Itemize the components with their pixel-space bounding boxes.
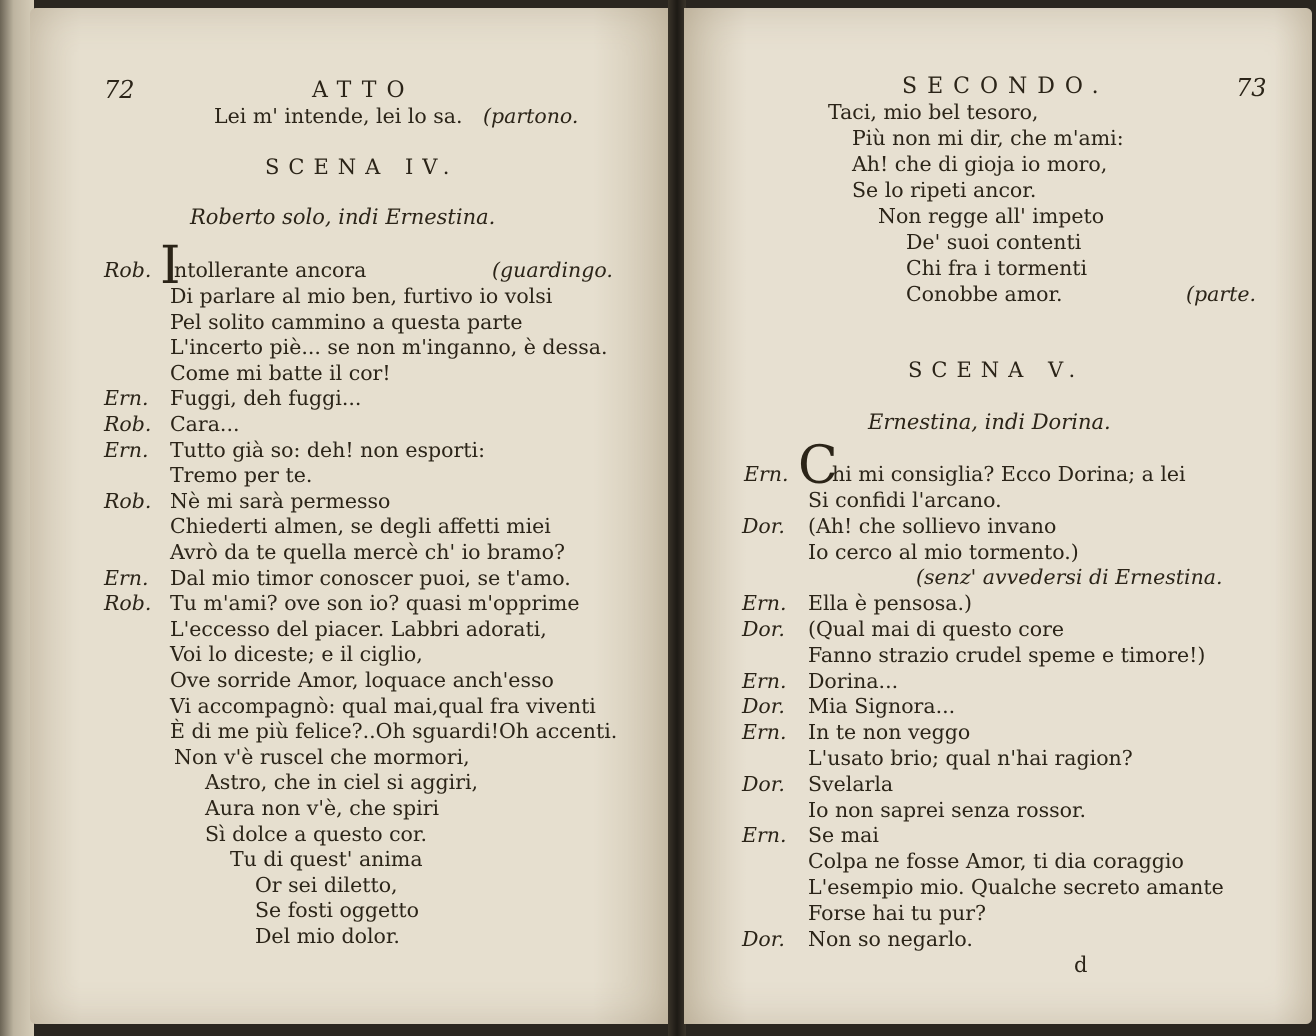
speaker-label: Dor.	[742, 771, 785, 796]
dialogue-line: Io cerco al mio tormento.)	[808, 539, 1079, 564]
dialogue-line: Io non saprei senza rossor.	[808, 797, 1087, 822]
dialogue-line: (Ah! che sollievo invano	[808, 513, 1057, 538]
dialogue-line: Colpa ne fosse Amor, ti dia coraggio	[808, 849, 1184, 874]
dialogue-line: Nè mi sarà permesso	[170, 488, 391, 513]
dialogue-line: Non so negarlo.	[808, 926, 973, 951]
speaker-label: Dor.	[742, 513, 785, 538]
dialogue-line: Come mi batte il cor!	[170, 360, 391, 385]
verse-line: De' suoi contenti	[906, 230, 1082, 254]
dialogue-line: Se fosti oggetto	[255, 898, 419, 923]
verse-direction: (parte.	[1186, 282, 1257, 306]
verse-line: Ah! che di gioja io moro,	[852, 152, 1108, 176]
right-page-number: 73	[1236, 74, 1267, 102]
dialogue-line: Tu m'ami? ove son io? quasi m'opprime	[170, 591, 580, 616]
dialogue-line: Fanno strazio crudel speme e timore!)	[808, 642, 1206, 667]
dialogue-line: Dorina...	[808, 668, 899, 693]
verse-line: Non regge all' impeto	[878, 204, 1105, 228]
first-line-text: hi mi consiglia? Ecco Dorina; a lei	[832, 462, 1186, 486]
speaker-label: Dor.	[742, 617, 785, 641]
dialogue-line: (Qual mai di questo core	[808, 617, 1065, 641]
dialogue-line: Si confidi l'arcano.	[808, 488, 1002, 512]
right-scene-cast: Ernestina, indi Dorina.	[868, 410, 1111, 434]
dialogue-line: Tremo per te.	[170, 463, 313, 488]
dialogue-line: Aura non v'è, che spiri	[205, 796, 440, 820]
dialogue-line: Ove sorride Amor, loquace anch'esso	[170, 668, 554, 692]
speaker-label: Ern.	[742, 823, 787, 848]
dialogue-line: Vi accompagnò: qual mai,qual fra viventi	[170, 693, 596, 718]
dialogue-line: Chiederti almen, se degli affetti miei	[170, 514, 551, 539]
dialogue-line: Forse hai tu pur?	[808, 900, 986, 925]
drop-cap: C	[798, 436, 838, 496]
speaker-label: Ern.	[104, 386, 149, 411]
stage-direction: (senz' avvedersi di Ernestina.	[916, 565, 1223, 590]
speaker-label: Ern.	[742, 591, 787, 616]
drop-cap: I	[160, 236, 181, 296]
dialogue-line: L'esempio mio. Qualche secreto amante	[808, 875, 1224, 899]
speaker-label: Ern.	[742, 720, 787, 745]
dialogue-line: Ella è pensosa.)	[808, 591, 973, 616]
speaker-label: Ern.	[104, 437, 149, 462]
left-scene-cast: Roberto solo, indi Ernestina.	[190, 205, 496, 229]
opening-line-text: Lei m' intende, lei lo sa.	[214, 104, 463, 128]
dialogue-line: L'incerto piè... se non m'inganno, è dessa.	[170, 335, 608, 360]
signature-mark: d	[1074, 953, 1088, 977]
speaker-label: Dor.	[742, 926, 785, 951]
speaker-label: Ern.	[104, 565, 149, 590]
speaker-label: Rob.	[104, 258, 152, 282]
dialogue-line: Fuggi, deh fuggi...	[170, 386, 362, 411]
speaker-label: Rob.	[104, 412, 152, 436]
left-running-head: ATTO	[312, 78, 415, 103]
left-scene-title: SCENA IV.	[265, 155, 459, 179]
dialogue-line: Tutto già so: deh! non esporti:	[170, 437, 486, 462]
right-running-head: SECONDO.	[902, 74, 1109, 99]
dialogue-line: Cara...	[170, 412, 240, 436]
dialogue-line: In te non veggo	[808, 720, 971, 745]
speaker-label: Rob.	[104, 591, 152, 616]
dialogue-line: Del mio dolor.	[255, 924, 400, 948]
verse-line: Se lo ripeti ancor.	[852, 178, 1037, 202]
dialogue-line: L'eccesso del piacer. Labbri adorati,	[170, 616, 547, 641]
dialogue-line: Tu di quest' anima	[230, 847, 423, 872]
page-edges	[0, 0, 34, 1036]
speaker-label: Ern.	[742, 668, 787, 693]
verse-line: Chi fra i tormenti	[906, 256, 1088, 280]
first-line-text: ntollerante ancora	[174, 258, 367, 282]
speaker-label: Ern.	[744, 462, 789, 486]
dialogue-line: Mia Signora...	[808, 694, 956, 719]
dialogue-line: Non v'è ruscel che mormori,	[174, 744, 470, 769]
opening-line	[214, 104, 578, 130]
dialogue-line: Svelarla	[808, 771, 894, 796]
dialogue-line: Or sei diletto,	[255, 872, 398, 897]
first-line-direction: (guardingo.	[492, 258, 613, 282]
speaker-label: Dor.	[742, 694, 785, 719]
verse-line: Conobbe amor.	[906, 282, 1063, 306]
dialogue-line: Di parlare al mio ben, furtivo io volsi	[170, 284, 553, 308]
speaker-label: Rob.	[104, 488, 152, 513]
dialogue-line: Pel solito cammino a questa parte	[170, 309, 523, 334]
dialogue-line: Se mai	[808, 823, 879, 848]
dialogue-line: È di me più felice?..Oh sguardi!Oh accenti.	[170, 719, 618, 744]
dialogue-line: Voi lo diceste; e il ciglio,	[170, 642, 423, 667]
dialogue-line: L'usato brio; qual n'hai ragion?	[808, 746, 1133, 770]
dialogue-line: Dal mio timor conoscer puoi, se t'amo.	[170, 565, 571, 590]
verse-line: Più non mi dir, che m'ami:	[852, 126, 1124, 150]
verse-line: Taci, mio bel tesoro,	[828, 100, 1039, 124]
opening-line-direction: (partono.	[483, 104, 579, 128]
right-scene-title: SCENA V.	[908, 358, 1085, 382]
left-page-number: 72	[104, 76, 135, 104]
dialogue-line: Sì dolce a questo cor.	[205, 821, 427, 846]
dialogue-line: Astro, che in ciel si aggiri,	[205, 770, 479, 795]
dialogue-line: Avrò da te quella mercè ch' io bramo?	[170, 540, 565, 564]
